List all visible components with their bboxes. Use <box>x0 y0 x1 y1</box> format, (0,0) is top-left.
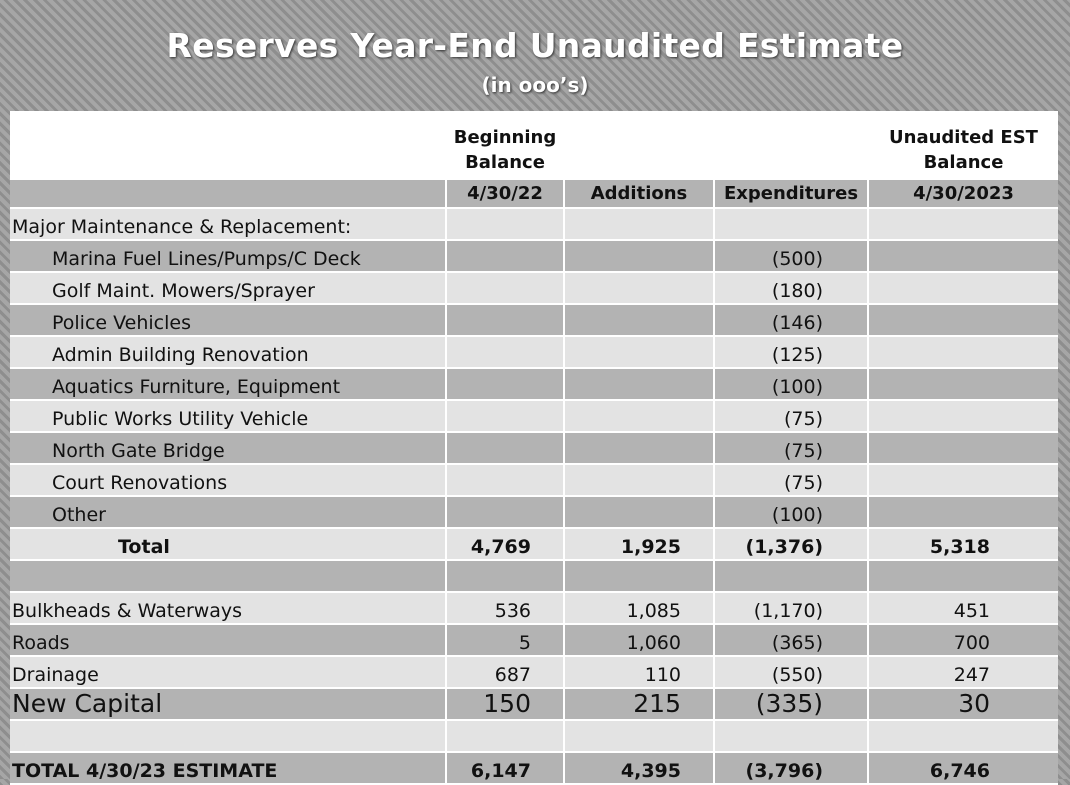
row-label: Public Works Utility Vehicle <box>10 401 447 433</box>
subtotal-additions: 1,925 <box>565 529 715 561</box>
row-label: Other <box>10 497 447 529</box>
subtotal-ending: 5,318 <box>869 529 1058 561</box>
row-expenditures: (75) <box>715 465 869 497</box>
row-expenditures: (75) <box>715 401 869 433</box>
new-capital-beginning: 150 <box>447 689 565 721</box>
row-expenditures: (146) <box>715 305 869 337</box>
grand-total-beginning: 6,147 <box>447 753 565 785</box>
row-ending: 247 <box>869 657 1058 689</box>
table-row <box>10 273 1058 305</box>
table-row <box>10 657 1058 689</box>
header-beginning-balance: Beginning Balance <box>447 111 565 180</box>
header-additions: Additions <box>565 180 715 209</box>
header-blank-expenditures <box>715 111 869 180</box>
row-label: Golf Maint. Mowers/Sprayer <box>10 273 447 305</box>
row-label: Police Vehicles <box>10 305 447 337</box>
row-label: Bulkheads & Waterways <box>10 593 447 625</box>
spacer-row <box>10 721 1058 753</box>
grand-total-additions: 4,395 <box>565 753 715 785</box>
new-capital-additions: 215 <box>565 689 715 721</box>
header-row-1 <box>10 111 1058 180</box>
row-label: Marina Fuel Lines/Pumps/C Deck <box>10 241 447 273</box>
row-ending: 451 <box>869 593 1058 625</box>
row-expenditures: (75) <box>715 433 869 465</box>
page-title: Reserves Year-End Unaudited Estimate <box>166 26 904 65</box>
header-ending-balance: Unaudited EST Balance <box>869 111 1058 180</box>
header-ending-date: 4/30/2023 <box>869 180 1058 209</box>
grand-total-row <box>10 753 1058 785</box>
new-capital-label: New Capital <box>10 689 447 721</box>
table-row <box>10 241 1058 273</box>
row-additions: 110 <box>565 657 715 689</box>
new-capital-ending: 30 <box>869 689 1058 721</box>
header-expenditures: Expenditures <box>715 180 869 209</box>
row-additions: 1,085 <box>565 593 715 625</box>
subtotal-beginning: 4,769 <box>447 529 565 561</box>
table-row <box>10 625 1058 657</box>
table-row <box>10 465 1058 497</box>
header-row-2 <box>10 180 1058 209</box>
row-beginning: 536 <box>447 593 565 625</box>
subtotal-expenditures: (1,376) <box>715 529 869 561</box>
spacer-row <box>10 561 1058 593</box>
row-expenditures: (100) <box>715 497 869 529</box>
grand-total-expenditures: (3,796) <box>715 753 869 785</box>
row-label: Admin Building Renovation <box>10 337 447 369</box>
row-expenditures: (1,170) <box>715 593 869 625</box>
table-row <box>10 593 1058 625</box>
row-expenditures: (550) <box>715 657 869 689</box>
header-beginning-date: 4/30/22 <box>447 180 565 209</box>
row-label: North Gate Bridge <box>10 433 447 465</box>
table-row <box>10 401 1058 433</box>
row-label: Drainage <box>10 657 447 689</box>
table-row <box>10 337 1058 369</box>
row-label: Court Renovations <box>10 465 447 497</box>
table-row <box>10 433 1058 465</box>
row-expenditures: (125) <box>715 337 869 369</box>
row-expenditures: (500) <box>715 241 869 273</box>
grand-total-ending: 6,746 <box>869 753 1058 785</box>
section-label: Major Maintenance & Replacement: <box>10 209 447 241</box>
row-label: Roads <box>10 625 447 657</box>
subtotal-row <box>10 529 1058 561</box>
row-ending: 700 <box>869 625 1058 657</box>
row-label: Aquatics Furniture, Equipment <box>10 369 447 401</box>
header-blank-additions <box>565 111 715 180</box>
reserves-table <box>10 111 1058 785</box>
row-expenditures: (100) <box>715 369 869 401</box>
header-blank <box>10 111 447 180</box>
header-blank-2 <box>10 180 447 209</box>
reserves-table-panel <box>10 111 1058 782</box>
subtotal-label: Total <box>10 529 447 561</box>
table-row <box>10 305 1058 337</box>
page-subtitle: (in ooo’s) <box>481 73 589 97</box>
table-row <box>10 497 1058 529</box>
row-beginning: 687 <box>447 657 565 689</box>
table-row <box>10 369 1058 401</box>
row-beginning: 5 <box>447 625 565 657</box>
row-additions: 1,060 <box>565 625 715 657</box>
new-capital-row <box>10 689 1058 721</box>
section-row <box>10 209 1058 241</box>
row-expenditures: (365) <box>715 625 869 657</box>
grand-total-label: TOTAL 4/30/23 ESTIMATE <box>10 753 447 785</box>
row-expenditures: (180) <box>715 273 869 305</box>
new-capital-expenditures: (335) <box>715 689 869 721</box>
